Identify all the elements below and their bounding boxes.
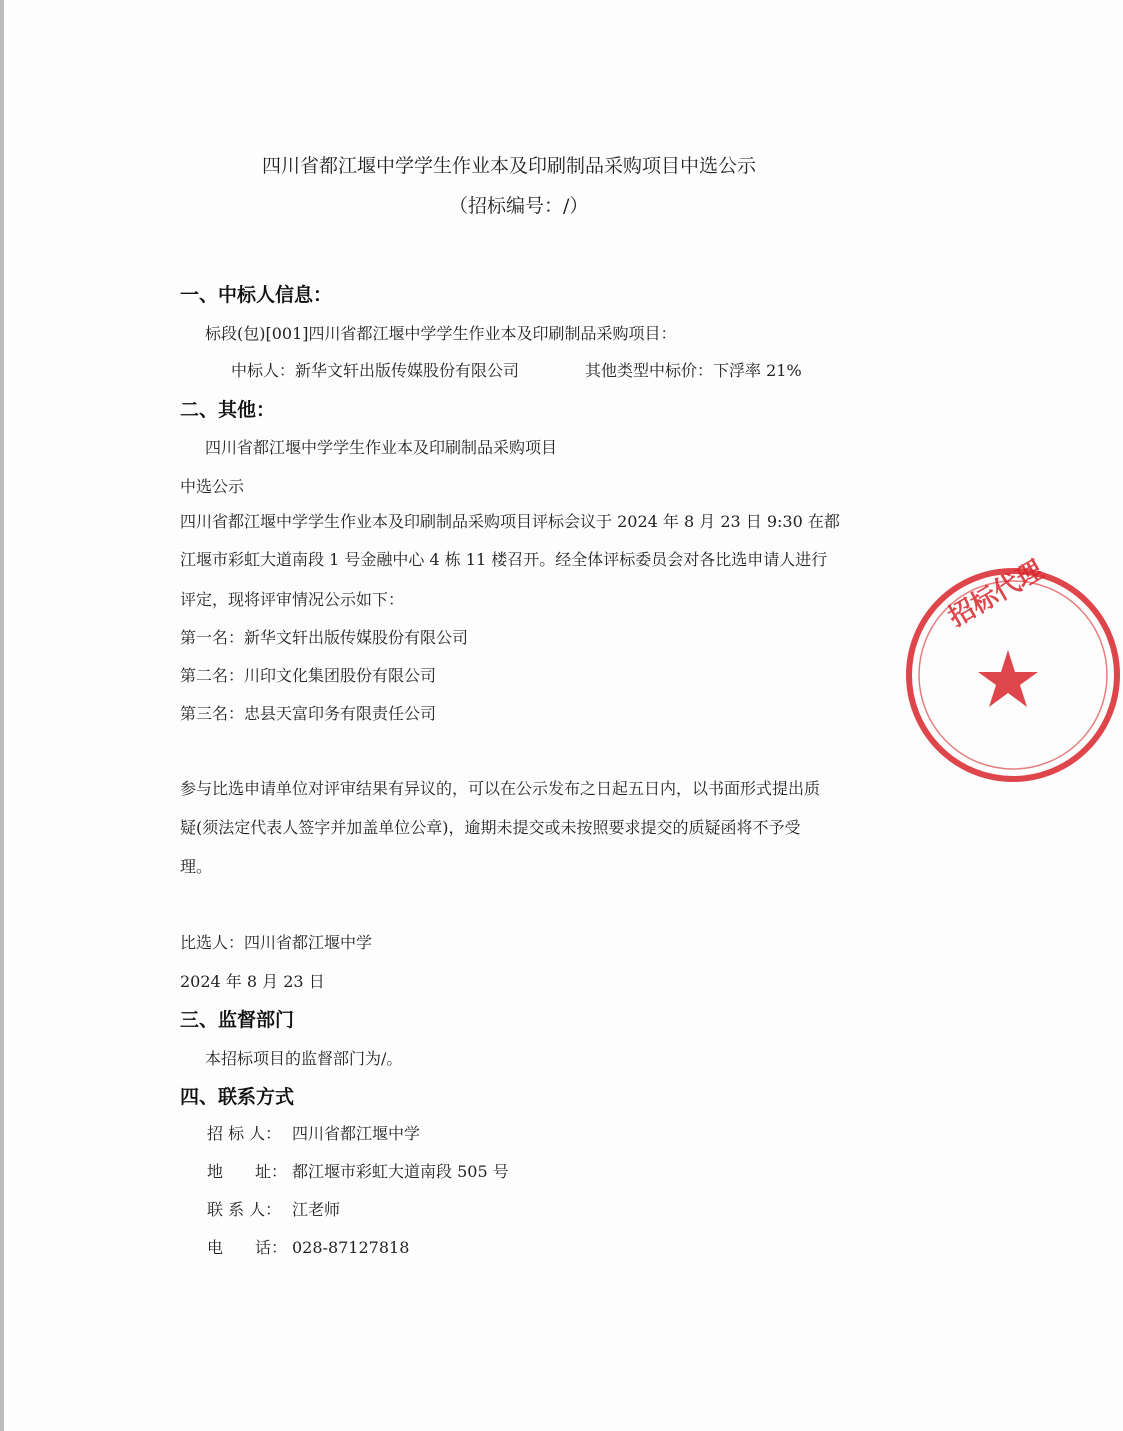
document-title: 四川省都江堰中学学生作业本及印刷制品采购项目中选公示 bbox=[262, 155, 757, 177]
rank-second: 第二名：川印文化集团股份有限公司 bbox=[180, 666, 437, 685]
contact-label: 联 系 人： bbox=[207, 1200, 282, 1219]
notice-label: 中选公示 bbox=[180, 477, 245, 496]
contact-label: 地 址： bbox=[207, 1162, 288, 1181]
paragraph-line: 理。 bbox=[180, 857, 213, 876]
contact-value: 都江堰市彩虹大道南段 505 号 bbox=[292, 1162, 509, 1181]
company-seal bbox=[903, 555, 1123, 785]
contact-label: 招 标 人： bbox=[207, 1124, 282, 1143]
project-name: 四川省都江堰中学学生作业本及印刷制品采购项目 bbox=[205, 438, 558, 457]
paragraph-line: 评定，现将评审情况公示如下： bbox=[180, 590, 405, 609]
paragraph-line: 疑(须法定代表人签字并加盖单位公章)，逾期未提交或未按照要求提交的质疑函将不予受 bbox=[180, 818, 801, 837]
date-line: 2024 年 8 月 23 日 bbox=[180, 972, 325, 991]
scan-edge bbox=[0, 0, 4, 1431]
paragraph-line: 参与比选申请单位对评审结果有异议的，可以在公示发布之日起五日内，以书面形式提出质 bbox=[180, 779, 821, 798]
contact-value: 028-87127818 bbox=[292, 1238, 410, 1257]
bid-price: 其他类型中标价：下浮率 21% bbox=[585, 361, 802, 380]
section3-heading: 三、监督部门 bbox=[180, 1009, 295, 1031]
tender-number: （招标编号：/） bbox=[449, 195, 589, 217]
svg-text:招标代理: 招标代理 bbox=[943, 555, 1049, 634]
rank-third: 第三名：忠县天富印务有限责任公司 bbox=[180, 704, 437, 723]
contact-label: 电 话： bbox=[207, 1238, 288, 1257]
section4-heading: 四、联系方式 bbox=[180, 1086, 295, 1108]
winner-line: 中标人：新华文轩出版传媒股份有限公司 bbox=[231, 361, 520, 380]
section1-heading: 一、中标人信息： bbox=[180, 284, 333, 306]
paragraph-line: 江堰市彩虹大道南段 1 号金融中心 4 栋 11 楼召开。经全体评标委员会对各比选申请人进行 bbox=[180, 550, 828, 569]
section2-heading: 二、其他： bbox=[180, 399, 276, 421]
paragraph-line: 四川省都江堰中学学生作业本及印刷制品采购项目评标会议于 2024 年 8 月 23 日 9:30 在都 bbox=[180, 512, 840, 531]
supervision-line: 本招标项目的监督部门为/。 bbox=[205, 1049, 403, 1068]
lot-line: 标段(包)[001]四川省都江堰中学学生作业本及印刷制品采购项目： bbox=[205, 324, 677, 343]
contact-value: 江老师 bbox=[292, 1200, 341, 1219]
rank-first: 第一名：新华文轩出版传媒股份有限公司 bbox=[180, 628, 469, 647]
issuer-line: 比选人：四川省都江堰中学 bbox=[180, 933, 373, 952]
contact-value: 四川省都江堰中学 bbox=[292, 1124, 421, 1143]
